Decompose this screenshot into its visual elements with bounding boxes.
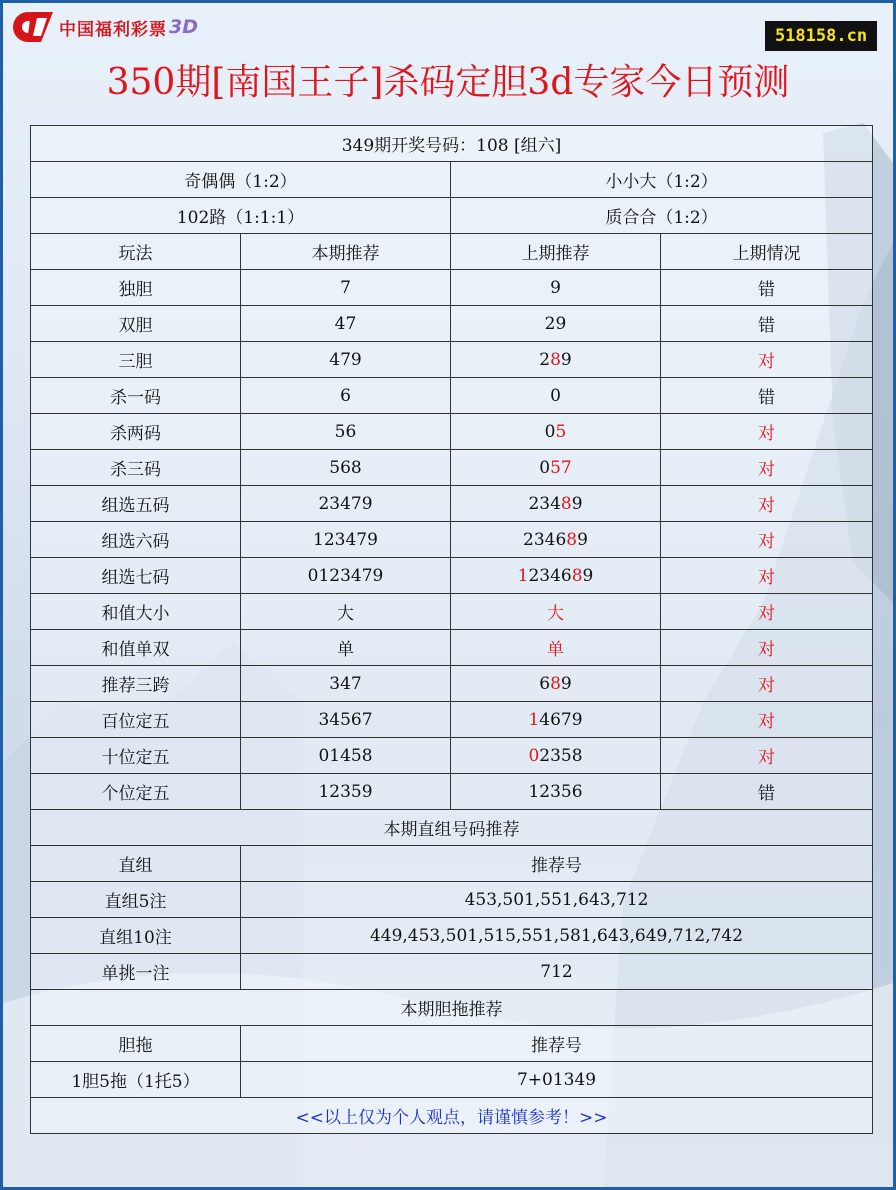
- miss-digit: 9: [577, 529, 588, 550]
- last-status: 对: [661, 522, 873, 558]
- prediction-row: [31, 630, 873, 666]
- last-pick: [451, 306, 661, 342]
- miss-digit: 2346: [523, 529, 567, 550]
- prediction-row: [31, 270, 873, 306]
- drag-section-row: [31, 990, 873, 1026]
- column-header-last: 上期推荐: [451, 234, 661, 270]
- miss-digit: 9: [550, 277, 561, 298]
- direct-section-title: 本期直组号码推荐: [31, 810, 873, 846]
- direct-type: 直组10注: [31, 918, 241, 954]
- prediction-row: [31, 306, 873, 342]
- last-pick: [451, 630, 661, 666]
- last-status: 错: [661, 306, 873, 342]
- prediction-row: [31, 594, 873, 630]
- miss-digit: 12356: [528, 781, 583, 802]
- direct-header-numbers: 推荐号: [241, 846, 873, 882]
- miss-digit: 4679: [539, 709, 583, 730]
- play-name: 杀两码: [31, 414, 241, 450]
- column-header-play: 玩法: [31, 234, 241, 270]
- prediction-row: [31, 558, 873, 594]
- current-pick: 23479: [241, 486, 451, 522]
- miss-digit: 6: [539, 673, 551, 694]
- hit-digit: 0: [528, 745, 540, 766]
- page-title: 350期[南国王子]杀码定胆3d专家今日预测: [106, 62, 790, 103]
- direct-row: [31, 882, 873, 918]
- last-status: 对: [661, 558, 873, 594]
- prediction-row: [31, 522, 873, 558]
- play-name: 和值单双: [31, 630, 241, 666]
- direct-header-type: 直组: [31, 846, 241, 882]
- miss-digit: 29: [544, 313, 567, 334]
- last-status: 对: [661, 594, 873, 630]
- current-pick: 大: [241, 594, 451, 630]
- direct-row: [31, 918, 873, 954]
- hit-digit: 8: [550, 349, 561, 370]
- miss-digit: 0: [550, 385, 561, 406]
- last-pick: [451, 594, 661, 630]
- last-pick: [451, 450, 661, 486]
- drag-section-title: 本期胆拖推荐: [31, 990, 873, 1026]
- miss-digit: 9: [571, 493, 583, 514]
- last-pick: [451, 774, 661, 810]
- miss-digit: 9: [560, 673, 572, 694]
- miss-digit: 2358: [539, 745, 583, 766]
- footer-note: <<以上仅为个人观点，请谨慎参考！>>: [31, 1098, 873, 1134]
- current-pick: 01458: [241, 738, 451, 774]
- play-name: 三胆: [31, 342, 241, 378]
- logo-3d: 3D: [169, 16, 198, 38]
- column-header-current: 本期推荐: [241, 234, 451, 270]
- drag-header-type: 胆拖: [31, 1026, 241, 1062]
- drag-header-row: [31, 1026, 873, 1062]
- draw-result: 349期开奖号码：108 [组六]: [31, 126, 873, 162]
- last-status: 错: [661, 774, 873, 810]
- prediction-table: [30, 125, 873, 1134]
- play-name: 独胆: [31, 270, 241, 306]
- current-pick: 34567: [241, 702, 451, 738]
- hit-digit: 8: [566, 529, 578, 550]
- play-name: 组选七码: [31, 558, 241, 594]
- last-status: 对: [661, 738, 873, 774]
- miss-digit: 2: [539, 349, 551, 370]
- play-name: 个位定五: [31, 774, 241, 810]
- last-status: 对: [661, 414, 873, 450]
- play-name: 组选六码: [31, 522, 241, 558]
- last-pick: [451, 342, 661, 378]
- miss-digit: 9: [560, 349, 572, 370]
- drag-numbers: 7+01349: [241, 1062, 873, 1098]
- direct-header-row: [31, 846, 873, 882]
- footer-row: [31, 1098, 873, 1134]
- hit-digit: 大: [547, 604, 564, 624]
- current-pick: 123479: [241, 522, 451, 558]
- direct-numbers: 449,453,501,515,551,581,643,649,712,742: [241, 918, 873, 954]
- direct-type: 单挑一注: [31, 954, 241, 990]
- last-status: 错: [661, 378, 873, 414]
- last-pick: [451, 486, 661, 522]
- hit-digit: 1: [528, 709, 540, 730]
- column-header-row: [31, 234, 873, 270]
- hit-digit: 8: [560, 493, 572, 514]
- road-pattern: 102路（1:1:1）: [31, 198, 451, 234]
- miss-digit: 0: [539, 457, 551, 478]
- last-pick: [451, 558, 661, 594]
- prediction-row: [31, 342, 873, 378]
- hit-digit: 5: [555, 421, 567, 442]
- prediction-row: [31, 774, 873, 810]
- current-pick: 568: [241, 450, 451, 486]
- site-badge: 518158.cn: [765, 21, 877, 51]
- hit-digit: 1: [517, 565, 529, 586]
- size-pattern: 小小大（1:2）: [451, 162, 873, 198]
- current-pick: 单: [241, 630, 451, 666]
- direct-numbers: 712: [241, 954, 873, 990]
- direct-row: [31, 954, 873, 990]
- play-name: 百位定五: [31, 702, 241, 738]
- prediction-row: [31, 486, 873, 522]
- odd-even-pattern: 奇偶偶（1:2）: [31, 162, 451, 198]
- last-pick: [451, 378, 661, 414]
- summary-row-1: [31, 162, 873, 198]
- last-status: 对: [661, 630, 873, 666]
- play-name: 和值大小: [31, 594, 241, 630]
- hit-digit: 8: [550, 673, 561, 694]
- miss-digit: 234: [528, 493, 561, 514]
- prime-pattern: 质合合（1:2）: [451, 198, 873, 234]
- prediction-row: [31, 414, 873, 450]
- last-status: 对: [661, 342, 873, 378]
- summary-row-2: [31, 198, 873, 234]
- hit-digit: 8: [571, 565, 583, 586]
- play-name: 杀一码: [31, 378, 241, 414]
- current-pick: 12359: [241, 774, 451, 810]
- play-name: 双胆: [31, 306, 241, 342]
- miss-digit: 0: [544, 421, 556, 442]
- drag-header-numbers: 推荐号: [241, 1026, 873, 1062]
- miss-digit: 9: [582, 565, 594, 586]
- prediction-row: [31, 738, 873, 774]
- prediction-row: [31, 702, 873, 738]
- play-name: 推荐三跨: [31, 666, 241, 702]
- current-pick: 347: [241, 666, 451, 702]
- last-status: 对: [661, 702, 873, 738]
- current-pick: 7: [241, 270, 451, 306]
- lottery-logo-icon: [11, 10, 55, 44]
- last-pick: [451, 414, 661, 450]
- last-pick: [451, 702, 661, 738]
- prediction-row: [31, 450, 873, 486]
- play-name: 杀三码: [31, 450, 241, 486]
- current-pick: 479: [241, 342, 451, 378]
- last-status: 对: [661, 486, 873, 522]
- direct-section-row: [31, 810, 873, 846]
- prediction-row: [31, 666, 873, 702]
- play-name: 十位定五: [31, 738, 241, 774]
- last-pick: [451, 270, 661, 306]
- column-header-status: 上期情况: [661, 234, 873, 270]
- last-status: 对: [661, 450, 873, 486]
- direct-numbers: 453,501,551,643,712: [241, 882, 873, 918]
- current-pick: 6: [241, 378, 451, 414]
- current-pick: 47: [241, 306, 451, 342]
- play-name: 组选五码: [31, 486, 241, 522]
- draw-row: [31, 126, 873, 162]
- hit-digit: 单: [547, 640, 564, 660]
- current-pick: 56: [241, 414, 451, 450]
- last-pick: [451, 666, 661, 702]
- miss-digit: 2346: [528, 565, 572, 586]
- logo-text: 中国福利彩票: [59, 19, 167, 40]
- last-status: 错: [661, 270, 873, 306]
- last-pick: [451, 738, 661, 774]
- hit-digit: 57: [550, 457, 572, 478]
- current-pick: 0123479: [241, 558, 451, 594]
- drag-row: [31, 1062, 873, 1098]
- logo: [11, 9, 198, 45]
- drag-type: 1胆5拖（1托5）: [31, 1062, 241, 1098]
- prediction-row: [31, 378, 873, 414]
- last-status: 对: [661, 666, 873, 702]
- direct-type: 直组5注: [31, 882, 241, 918]
- last-pick: [451, 522, 661, 558]
